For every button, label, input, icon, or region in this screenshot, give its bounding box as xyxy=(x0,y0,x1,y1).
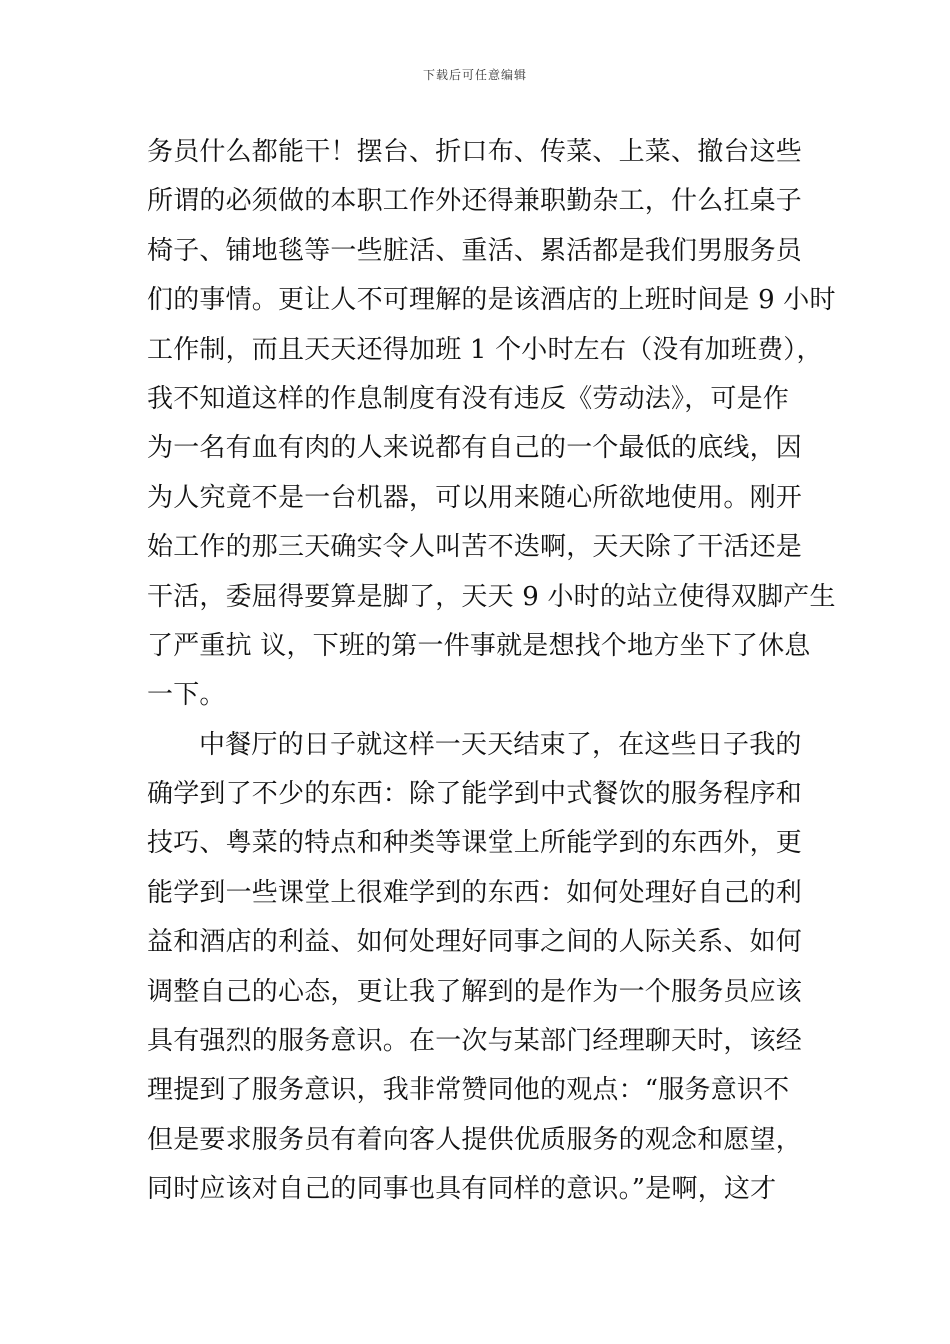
text-line: 工作制，而且天天还得加班 1 个小时左右（没有加班费）， xyxy=(147,334,823,365)
text-line: 干活，委屈得要算是脚了，天天 9 小时的站立使得双脚产生 xyxy=(147,581,836,612)
text-line: 益和酒店的利益、如何处理好同事之间的人际关系、如何 xyxy=(147,927,803,958)
text-line: 始工作的那三天确实令人叫苦不迭啊，天天除了干活还是 xyxy=(147,532,803,563)
paragraph-2 xyxy=(147,721,807,1215)
text-line: 理提到了服务意识，我非常赞同他的观点：“服务意识不 xyxy=(147,1075,790,1106)
text-line: 同时应该对自己的同事也具有同样的意识。”是啊，这才 xyxy=(147,1174,777,1205)
page-header: 下载后可任意编辑 xyxy=(422,68,527,82)
text-line: 所谓的必须做的本职工作外还得兼职勤杂工，什么扛桌子 xyxy=(147,186,803,217)
text-line: 了严重抗 议，下班的第一件事就是想找个地方坐下了休息 xyxy=(147,630,811,661)
text-line: 能学到一些课堂上很难学到的东西：如何处理好自己的利 xyxy=(147,877,803,908)
text-line: 务员什么都能干！摆台、折口布、传菜、上菜、撤台这些 xyxy=(147,137,803,167)
text-line: 我不知道这样的作息制度有没有违反《劳动法》，可是作 xyxy=(147,383,790,414)
paragraph-1 xyxy=(147,128,836,721)
document-body xyxy=(147,128,836,1215)
text-line: 椅子、铺地毯等一些脏活、重活、累活都是我们男服务员 xyxy=(147,235,803,266)
text-line: 但是要求服务员有着向客人提供优质服务的观念和愿望， xyxy=(147,1124,803,1155)
text-line: 为人究竟不是一台机器，可以用来随心所欲地使用。刚开 xyxy=(147,482,803,513)
text-line: 一下。 xyxy=(147,680,226,711)
text-line: 为一名有血有肉的人来说都有自己的一个最低的底线，因 xyxy=(147,433,803,464)
text-line: 中餐厅的日子就这样一天天结束了，在这些日子我的 xyxy=(199,729,802,760)
text-line: 具有强烈的服务意识。在一次与某部门经理聊天时，该经 xyxy=(147,1026,803,1057)
text-line: 们的事情。更让人不可理解的是该酒店的上班时间是 9 小时 xyxy=(147,285,836,316)
text-line: 调整自己的心态，更让我了解到的是作为一个服务员应该 xyxy=(147,976,803,1007)
text-line: 确学到了不少的东西：除了能学到中式餐饮的服务程序和 xyxy=(147,779,803,810)
text-line: 技巧、粤菜的特点和种类等课堂上所能学到的东西外，更 xyxy=(147,828,803,859)
